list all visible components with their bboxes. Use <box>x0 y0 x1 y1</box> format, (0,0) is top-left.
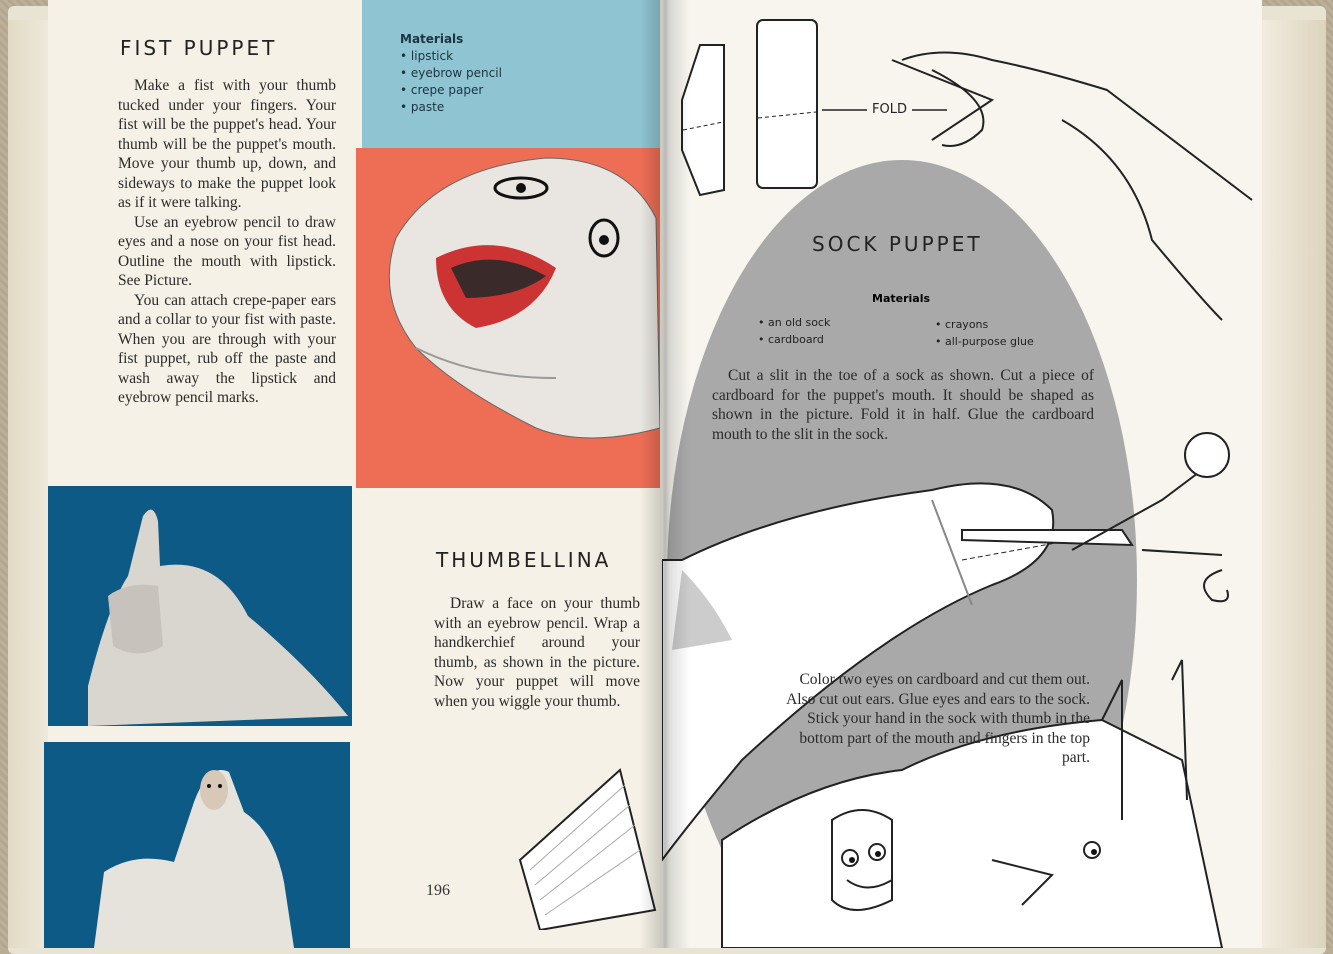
paragraph: Color two eyes on cardboard and cut them out. Also cut out ears. Glue eyes and ears to the sock. Stick your hand in the sock with thumb in the bottom part of the mouth and fingers in the top part. <box>786 671 1090 766</box>
cover-edge-right <box>1258 20 1326 948</box>
sock-puppet-text-1 <box>712 366 1094 444</box>
sock-puppet-drawings <box>662 0 1262 948</box>
paragraph: Draw a face on your thumb with an eyebrow pencil. Wrap a handkerchief around your thumb, as shown in the picture. Now your puppet will move when you wiggle your thumb. <box>434 595 640 710</box>
materials-heading: Materials <box>872 292 931 305</box>
materials-heading: Materials <box>400 32 464 46</box>
paragraph: You can attach crepe-paper ears and a collar to your fist with paste. When you are through with your fist puppet, rub off the paste and wash away the lipstick and eyebrow pencil marks. <box>118 291 336 406</box>
fold-label: FOLD <box>872 102 907 117</box>
thumbellina-title: THUMBELLINA <box>436 548 612 572</box>
sock-materials-right <box>935 316 1034 350</box>
thumbellina-photo-1 <box>48 486 352 726</box>
thumbellina-photo-2 <box>44 742 350 948</box>
material-item: • an old sock <box>758 314 830 331</box>
right-page <box>662 0 1262 948</box>
material-item: • lipstick <box>400 48 502 65</box>
paragraph: Cut a slit in the toe of a sock as shown. Cut a piece of cardboard for the puppet's mouth. It should be shaped as shown in the picture. Fold it in half. Glue the cardboard mouth to the slit in the sock. <box>712 367 1094 443</box>
sock-puppet-text-2 <box>770 670 1090 768</box>
paragraph: Use an eyebrow pencil to draw eyes and a nose on your fist head. Outline the mouth with lipstick. See Picture. <box>118 213 336 289</box>
material-item: • all-purpose glue <box>935 333 1034 350</box>
paragraph: Make a fist with your thumb tucked under your fingers. Your fist will be the puppet's head. Your thumb will be the puppet's mouth. Move your thumb up, down, and sideways to make the puppet look as if it were talking. <box>118 77 336 211</box>
fist-puppet-photo <box>356 148 660 488</box>
material-item: • eyebrow pencil <box>400 65 502 82</box>
materials-box <box>362 0 660 148</box>
material-item: • crepe paper <box>400 82 502 99</box>
thumbellina-text <box>434 594 640 711</box>
thumbellina-puppet-illustration <box>44 742 350 948</box>
handkerchief-drawing <box>500 760 660 930</box>
sock-puppet-title: SOCK PUPPET <box>812 232 983 256</box>
fist-puppet-text <box>118 76 336 408</box>
material-item: • crayons <box>935 316 1034 333</box>
handkerchief-thumb-illustration <box>48 486 352 726</box>
material-item: • cardboard <box>758 331 830 348</box>
page-number: 196 <box>426 882 450 899</box>
book-gutter <box>640 0 690 948</box>
sock-materials-left <box>758 314 830 348</box>
sock-materials-heading <box>872 292 930 307</box>
fist-puppet-illustration <box>356 148 660 488</box>
fist-puppet-title: FIST PUPPET <box>120 36 278 60</box>
material-item: • paste <box>400 99 502 116</box>
